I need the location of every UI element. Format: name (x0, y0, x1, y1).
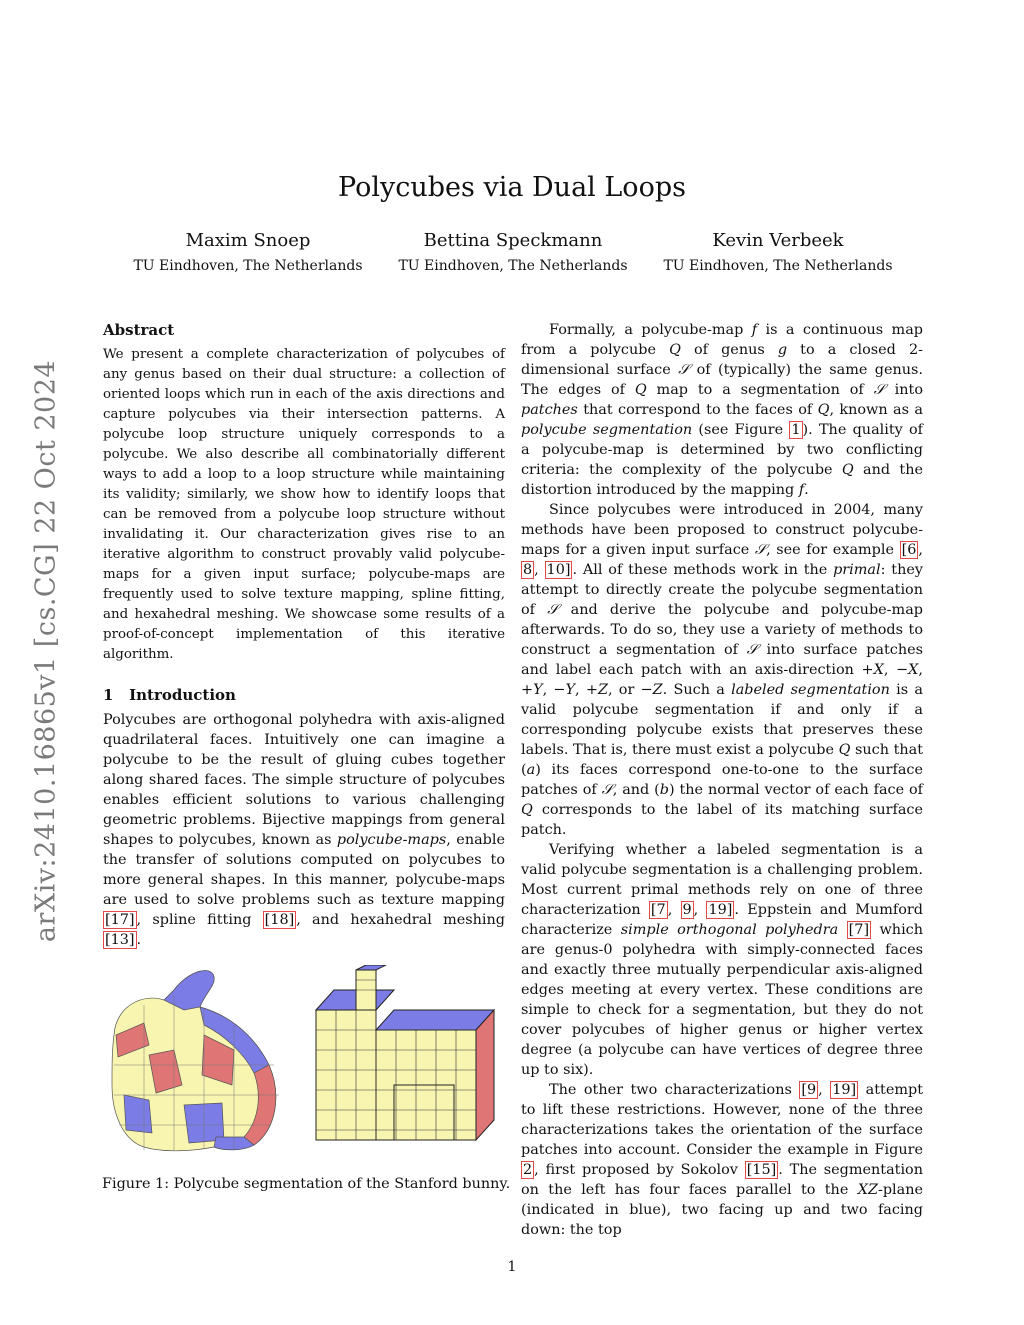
text: Since polycubes were introduced in 2004, many methods have been proposed to construct polycube-maps for a given input surface (521, 502, 923, 558)
math-S: 𝒮 (547, 602, 559, 618)
text: , see for example (766, 542, 900, 558)
author-name: Bettina Speckmann (423, 230, 603, 251)
text: is a continuous map from a polycube (521, 322, 923, 358)
author-affiliation: TU Eindhoven, The Netherlands (663, 258, 893, 274)
author-name: Kevin Verbeek (712, 230, 844, 251)
math-Q: Q (838, 742, 851, 758)
text: . (136, 932, 142, 948)
text: , first proposed by Sokolov (534, 1162, 745, 1178)
page-number: 1 (507, 1259, 517, 1275)
math-a: a (526, 762, 536, 778)
text: , spline fitting (136, 912, 263, 928)
text: -plane (indicated in blue), two facing up and two facing down: the top (521, 1182, 923, 1238)
text: of genus (680, 342, 778, 358)
text: . Eppstein and Mumford characterize (521, 902, 923, 938)
citation-link[interactable]: [18] (264, 912, 295, 928)
math-Q: Q (669, 342, 681, 358)
emphasis: simple orthogonal polyhedra (620, 922, 839, 938)
text: (see Figure (692, 422, 790, 438)
citation-link[interactable]: [17] (105, 912, 135, 928)
citation-link[interactable]: 10] (546, 562, 571, 578)
citation-link[interactable]: [6 (901, 542, 917, 558)
text: , (667, 902, 681, 918)
citation-link[interactable]: 19] (832, 1082, 857, 1098)
text: The other two characterizations (549, 1082, 800, 1098)
author-affiliation: TU Eindhoven, The Netherlands (398, 258, 628, 274)
citation-link[interactable]: [13] (105, 932, 135, 948)
paragraph (521, 500, 923, 840)
paragraph (521, 840, 923, 1080)
text: , − (542, 682, 566, 698)
emphasis: primal (833, 562, 881, 578)
text: which are genus-0 polyhedra with simply-connected faces and exactly three mutually perpendicular axis-aligned edges meeting at every vertex. These conditions are simple to check for a segmentation, but they do not cover polycubes of higher genus or higher vertex degree (a polycube can have vertices of degree three up to six). (521, 922, 924, 1078)
arxiv-stamp-text: arXiv:2410.16865v1 [cs.CG] 22 Oct 2024 (30, 359, 62, 943)
right-column (521, 320, 923, 1240)
citation-link[interactable]: [9 (801, 1082, 817, 1098)
text: , enable the transfer of solutions computed on polycubes to more general shapes. In this manner, polycube-maps are used to solve problems such as texture mapping (103, 832, 505, 908)
author-2 (363, 230, 663, 274)
author-affiliation: TU Eindhoven, The Netherlands (133, 258, 363, 274)
math-S: 𝒮 (754, 542, 767, 558)
arxiv-stamp (18, 356, 74, 946)
text: into (884, 382, 923, 398)
math-f: f (751, 322, 758, 338)
math-S: 𝒮 (601, 782, 613, 798)
text: ). The quality of a polycube-map is determined by two conflicting criteria: the complexity of the polycube (521, 422, 924, 478)
citation-link[interactable]: 19] (708, 902, 733, 918)
math-S: 𝒮 (678, 362, 690, 378)
math-Y: Y (565, 682, 576, 698)
text: , + (521, 662, 923, 698)
citation-link[interactable]: [7] (848, 922, 870, 938)
emphasis: labeled segmentation (731, 682, 890, 698)
text: corresponds to the label of its matching surface patch. (521, 802, 923, 838)
figure-1-illustration (104, 965, 508, 1165)
emphasis: patches (521, 402, 578, 418)
text: such that ( (521, 742, 923, 778)
emphasis: polycube segmentation (521, 422, 693, 438)
math-Q: Q (817, 402, 830, 418)
text: : they attempt to directly create the polycube segmentation of (521, 562, 923, 618)
math-X: X (873, 662, 884, 678)
math-S: 𝒮 (873, 382, 885, 398)
text: map to a segmentation of (646, 382, 874, 398)
citation-link[interactable]: [7 (650, 902, 666, 918)
text: attempt to lift these restrictions. However, none of the three characterizations takes the orientation of the surface patches into account. Consider the example in Figure (521, 1082, 923, 1158)
text: . (804, 482, 809, 498)
math-b: b (659, 782, 669, 798)
math-Q: Q (521, 802, 533, 818)
emphasis: polycube-maps (336, 832, 447, 848)
math-Q: Q (841, 462, 854, 478)
author-1 (98, 230, 398, 274)
text: , (693, 902, 707, 918)
text: and the distortion introduced by the mapping (521, 462, 923, 498)
figure-link[interactable]: 2 (523, 1162, 533, 1178)
citation-link[interactable]: 9 (682, 902, 692, 918)
text: , (534, 562, 545, 578)
paragraph (521, 1080, 923, 1240)
text: and derive the polycube and polycube-map afterwards. To do so, they use a variety of methods to construct a segmentation of (521, 602, 923, 658)
math-S: 𝒮 (746, 642, 758, 658)
text: is a valid polycube segmentation if and only if a corresponding polycube exists that preserves these labels. That is, there must exist a polycube (521, 682, 923, 758)
abstract-heading: Abstract (103, 321, 175, 339)
text: to a closed 2-dimensional surface (521, 342, 923, 378)
text: Polycubes are orthogonal polyhedra with axis-aligned quadrilateral faces. Intuitively one can imagine a polycube to be the result of gluing cubes together along shared faces. The simple structure of polycubes enables efficient solutions to various challenging geometric problems. Bijective mappings from general shapes to polycubes, known as (103, 712, 505, 848)
figure-link[interactable]: 1 (791, 422, 801, 438)
math-Z: Z (597, 682, 608, 698)
text: into surface patches and label each patch with an axis-direction + (521, 642, 923, 678)
math-Y: Y (533, 682, 543, 698)
text: ) the normal vector of each face of (669, 782, 923, 798)
text: . The segmentation on the left has four faces parallel to the (521, 1162, 923, 1198)
text: , − (883, 662, 909, 678)
math-Z: Z (652, 682, 663, 698)
math-f: f (798, 482, 805, 498)
text: . Such a (662, 682, 732, 698)
citation-link[interactable]: [15] (746, 1162, 777, 1178)
text: Formally, a polycube-map (549, 322, 752, 338)
paragraph (521, 320, 923, 500)
citation-link[interactable]: 8 (523, 562, 533, 578)
intro-paragraph (103, 710, 505, 950)
left-column (103, 320, 505, 950)
section-heading (103, 685, 505, 705)
section-title: Introduction (129, 686, 236, 704)
text: , and ( (612, 782, 660, 798)
math-Q: Q (634, 382, 647, 398)
paper-title: Polycubes via Dual Loops (338, 172, 686, 203)
math-XZ: XZ (857, 1182, 878, 1198)
text: ) its faces correspond one-to-one to the surface patches of (521, 762, 923, 798)
text: , (818, 1082, 831, 1098)
math-g: g (777, 342, 788, 358)
bunny-illustration (112, 971, 279, 1151)
text: , (918, 542, 923, 558)
text: . All of these methods work in the (572, 562, 834, 578)
abstract-text: We present a complete characterization of polycubes of any genus based on their dual structure: a collection of oriented loops which run in each of the axis directions and capture polycubes via their intersection patterns. A polycube loop structure uniquely corresponds to a polycube. We also describe all combinatorially different ways to add a loop to a loop structure while maintaining its validity; similarly, we show how to identify loops that can be removed from a polycube loop structure without invalidating it. Our characterization gives rise to an iterative algorithm to construct provably valid polycube-maps for a given input surface; polycube-maps are frequently used to solve texture mapping, spline fitting, and hexahedral meshing. We showcase some results of a proof-of-concept implementation of this iterative algorithm. (103, 347, 505, 662)
text: of (typically) the same genus. The edges of (521, 362, 923, 398)
text: that correspond to the faces of (577, 402, 818, 418)
polycube-illustration (316, 965, 494, 1140)
section-number: 1 (103, 686, 114, 704)
text: Verifying whether a labeled segmentation is a valid polycube segmentation is a challenging problem. Most current primal methods rely on one of three characterization (521, 842, 923, 918)
author-name: Maxim Snoep (185, 230, 311, 251)
figure-1-caption: Figure 1: Polycube segmentation of the Stanford bunny. (102, 1176, 511, 1192)
text: , + (575, 682, 598, 698)
math-X: X (908, 662, 919, 678)
text: , and hexahedral meshing (296, 912, 505, 928)
text: , known as a (829, 402, 923, 418)
author-3 (628, 230, 928, 274)
text: , or − (607, 682, 653, 698)
